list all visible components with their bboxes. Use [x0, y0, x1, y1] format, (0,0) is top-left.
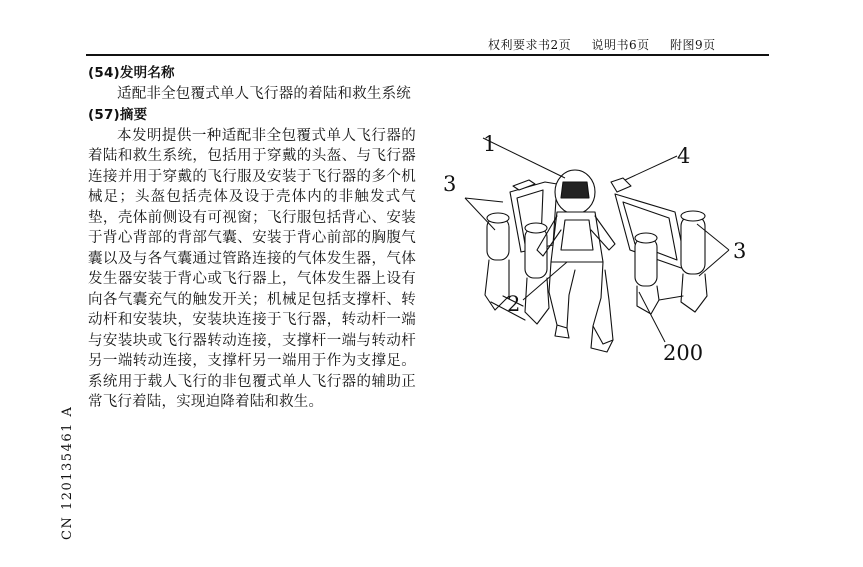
publication-number: CN 120135461 A [60, 405, 75, 540]
invention-title: 适配非全包覆式单人飞行器的着陆和救生系统 [117, 85, 411, 102]
figure-label-3-left: 3 [443, 172, 457, 196]
figure-label-1: 1 [483, 132, 497, 156]
figure-label-4: 4 [677, 144, 691, 168]
page-header [488, 36, 788, 53]
figure-label-2: 2 [507, 292, 521, 316]
description-pages: 说明书6页 [591, 38, 650, 52]
abstract-heading: (57)摘要 [88, 107, 148, 123]
abstract-column [88, 62, 416, 413]
drawings-pages: 附图9页 [669, 38, 716, 52]
figure-label-200: 200 [663, 341, 704, 365]
abstract-figure [425, 120, 785, 370]
abstract-body: 本发明提供一种适配非全包覆式单人飞行器的着陆和救生系统，包括用于穿戴的头盔、与飞行器连接并用于穿戴的飞行服及安装于飞行器的多个机械足；头盔包括壳体及设于壳体内的非触发式气垫，壳体前侧设有可视窗；飞行服包括背心、安装于背心背部的背部气囊、安装于背心前部的胸腹气囊以及与各气囊通过管路连接的气体发生器，气体发生器安装于背心或飞行器上，气体发生器上设有向各气囊充气的触发开关；机械足包括支撑杆、转动杆和安装块，安装块连接于飞行器，转动杆一端与安装块或飞行器转动连接，支撑杆一端与转动杆另一端转动连接，支撑杆另一端用于作为支撑足。系统用于载人飞行的非包覆式单人飞行器的辅助正常飞行着陆，实现迫降着陆和救生。 [88, 127, 416, 410]
title-heading: (54)发明名称 [88, 65, 175, 81]
claims-pages: 权利要求书2页 [488, 38, 572, 52]
header-rule [86, 54, 769, 56]
figure-label-3-right: 3 [733, 239, 747, 263]
